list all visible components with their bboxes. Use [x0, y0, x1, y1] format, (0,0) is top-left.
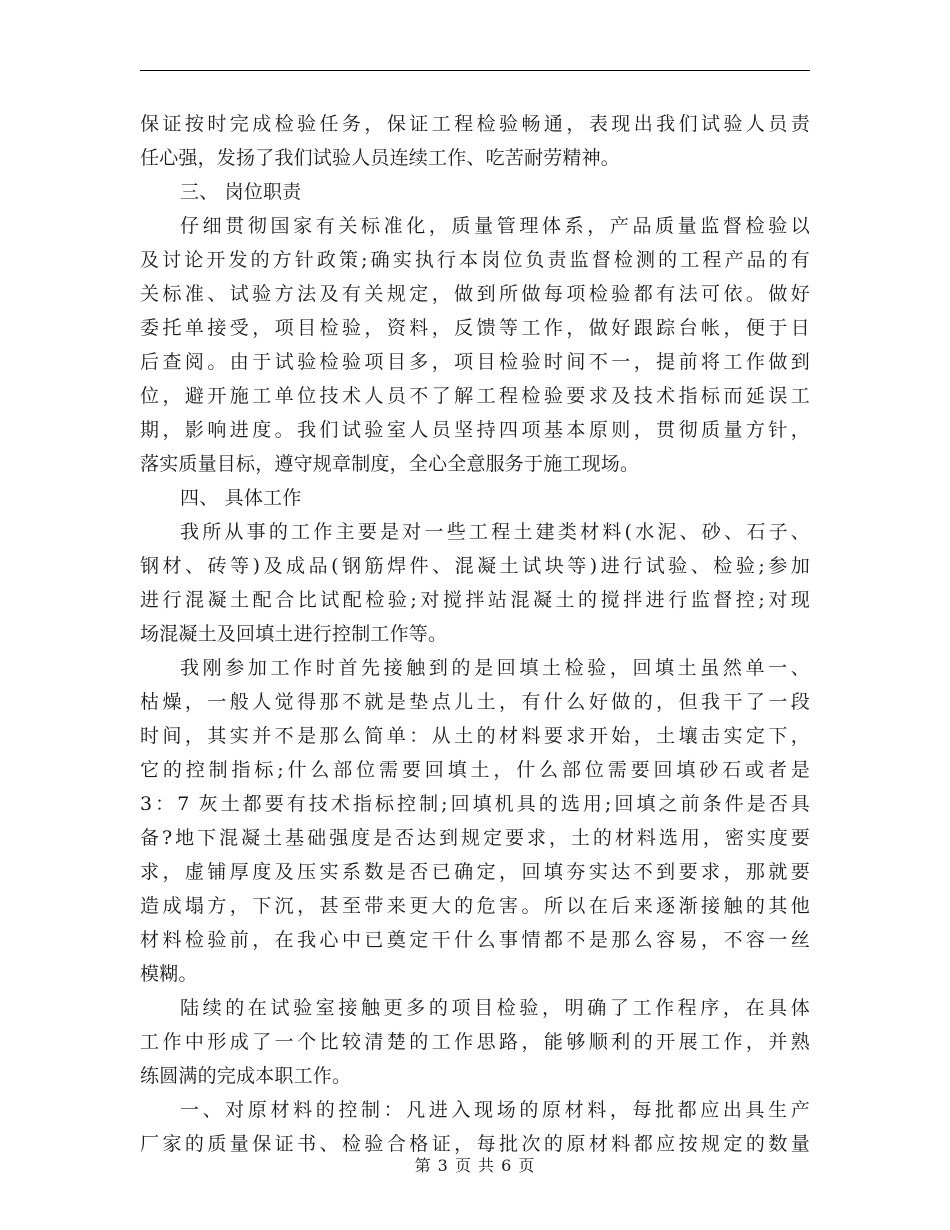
text-line: 材料检验前，在我心中已奠定干什么事情都不是那么容易，不容一丝: [140, 929, 810, 951]
text-line: 委托单接受，项目检验，资料，反馈等工作，做好跟踪台帐，便于日: [140, 317, 810, 339]
text-line: 工作中形成了一个比较清楚的工作思路，能够顺利的开展工作，并熟: [140, 1031, 810, 1053]
text-line: 期，影响进度。我们试验室人员坚持四项基本原则，贯彻质量方针，: [140, 419, 810, 441]
text-line: 练圆满的完成本职工作。: [140, 1065, 352, 1087]
text-line: 落实质量目标，遵守规章制度，全心全意服务于施工现场。: [140, 453, 640, 475]
text-line: 我刚参加工作时首先接触到的是回填土检验，回填土虽然单一、: [180, 657, 810, 679]
text-line: 模糊。: [140, 963, 198, 985]
text-line: 位，避开施工单位技术人员不了解工程检验要求及技术指标而延误工: [140, 385, 810, 407]
text-line: 仔细贯彻国家有关标准化，质量管理体系，产品质量监督检验以: [180, 215, 810, 237]
text-line: 枯燥，一般人觉得那不就是垫点儿土，有什么好做的，但我干了一段: [140, 691, 810, 713]
text-line: 及讨论开发的方针政策;确实执行本岗位负责监督检测的工程产品的有: [140, 249, 810, 271]
header-rule: [140, 70, 810, 71]
text-line: 场混凝土及回填土进行控制工作等。: [140, 623, 448, 645]
text-line: 备?地下混凝土基础强度是否达到规定要求，土的材料选用，密实度要: [140, 827, 810, 849]
section-heading: 三、 岗位职责: [180, 181, 302, 203]
text-line: 一、对原材料的控制：凡进入现场的原材料，每批都应出具生产: [180, 1099, 810, 1121]
text-line: 它的控制指标;什么部位需要回填土，什么部位需要回填砂石或者是: [140, 759, 810, 781]
document-body: [140, 107, 810, 1161]
text-line: 厂家的质量保证书、检验合格证，每批次的原材料都应按规定的数量: [140, 1133, 810, 1155]
text-line: 求，虚铺厚度及压实系数是否已确定，回填夯实达不到要求，那就要: [140, 861, 810, 883]
text-line: 我所从事的工作主要是对一些工程土建类材料(水泥、砂、石子、: [180, 521, 810, 543]
text-line: 后查阅。由于试验检验项目多，项目检验时间不一，提前将工作做到: [140, 351, 810, 373]
text-line: 任心强，发扬了我们试验人员连续工作、吃苦耐劳精神。: [140, 147, 621, 169]
text-line: 3：7 灰土都要有技术指标控制;回填机具的选用;回填之前条件是否具: [140, 793, 810, 815]
text-line: 陆续的在试验室接触更多的项目检验，明确了工作程序，在具体: [180, 997, 810, 1019]
text-line: 保证按时完成检验任务，保证工程检验畅通，表现出我们试验人员责: [140, 113, 810, 135]
text-line: 钢材、砖等)及成品(钢筋焊件、混凝土试块等)进行试验、检验;参加: [140, 555, 810, 577]
text-line: 进行混凝土配合比试配检验;对搅拌站混凝土的搅拌进行监督控;对现: [140, 589, 810, 611]
text-line: 关标准、试验方法及有关规定，做到所做每项检验都有法可依。做好: [140, 283, 810, 305]
text-line: 造成塌方，下沉，甚至带来更大的危害。所以在后来逐渐接触的其他: [140, 895, 810, 917]
text-line: 时间，其实并不是那么简单：从土的材料要求开始，土壤击实定下，: [140, 725, 810, 747]
section-heading: 四、 具体工作: [180, 487, 302, 509]
page-number: 第 3 页 共 6 页: [414, 1156, 536, 1175]
